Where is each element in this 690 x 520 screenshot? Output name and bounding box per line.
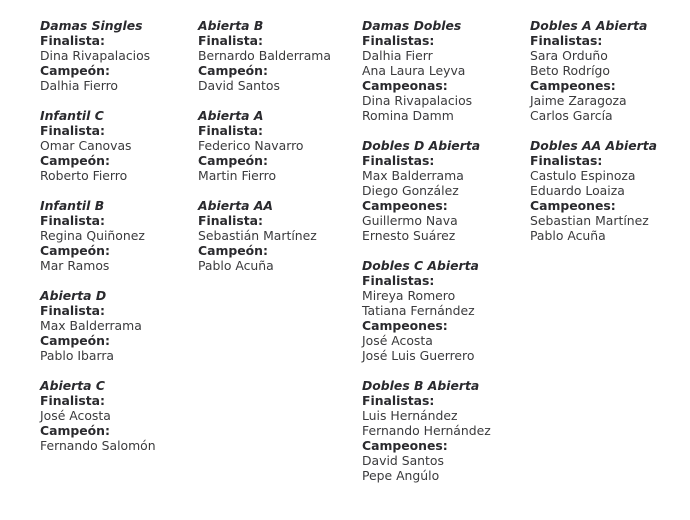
- finalist-name: Max Balderrama: [362, 168, 464, 183]
- champion-name: José Acosta: [362, 333, 433, 348]
- finalist-name: Eduardo Loaiza: [530, 183, 625, 198]
- champion-name: David Santos: [198, 78, 280, 93]
- finalist-label: Finalista:: [198, 33, 264, 48]
- champion-name: Sebastian Martínez: [530, 213, 649, 228]
- finalist-name: Diego González: [362, 183, 459, 198]
- champion-label: Campeón:: [40, 243, 110, 258]
- champion-label: Campeones:: [530, 78, 616, 93]
- finalist-label: Finalista:: [40, 33, 106, 48]
- category-title: Infantil C: [40, 108, 104, 123]
- results-column-1: [40, 18, 156, 468]
- finalist-label: Finalista:: [40, 303, 106, 318]
- category-block-infantil-b: [40, 198, 156, 273]
- finalist-name: Tatiana Fernández: [362, 303, 475, 318]
- champion-label: Campeonas:: [362, 78, 448, 93]
- category-block-dobles-aa-abierta: [530, 138, 657, 243]
- finalist-label: Finalistas:: [362, 393, 435, 408]
- finalist-name: Mireya Romero: [362, 288, 456, 303]
- finalist-label: Finalistas:: [362, 33, 435, 48]
- finalist-label: Finalista:: [198, 213, 264, 228]
- finalist-label: Finalistas:: [530, 153, 603, 168]
- category-title: Abierta C: [40, 378, 105, 393]
- finalist-name: Max Balderrama: [40, 318, 142, 333]
- category-title: Abierta D: [40, 288, 107, 303]
- category-block-abierta-aa: [198, 198, 331, 273]
- champion-name: Jaime Zaragoza: [530, 93, 627, 108]
- results-column-4: [530, 18, 657, 258]
- category-block-dobles-c-abierta: [362, 258, 491, 363]
- champion-label: Campeón:: [198, 243, 268, 258]
- category-title: Dobles AA Abierta: [530, 138, 658, 153]
- champion-label: Campeón:: [40, 63, 110, 78]
- finalist-name: Fernando Hernández: [362, 423, 491, 438]
- category-block-dobles-a-abierta: [530, 18, 657, 123]
- champion-label: Campeones:: [530, 198, 616, 213]
- category-title: Dobles B Abierta: [362, 378, 480, 393]
- finalist-name: Omar Canovas: [40, 138, 132, 153]
- finalist-name: Castulo Espinoza: [530, 168, 636, 183]
- category-block-damas-dobles: [362, 18, 491, 123]
- champion-name: Pablo Acuña: [530, 228, 606, 243]
- finalist-label: Finalista:: [40, 393, 106, 408]
- category-block-dobles-d-abierta: [362, 138, 491, 243]
- champion-name: Pablo Acuña: [198, 258, 274, 273]
- finalist-label: Finalistas:: [362, 153, 435, 168]
- finalist-label: Finalista:: [40, 123, 106, 138]
- champion-label: Campeón:: [198, 63, 268, 78]
- champion-name: David Santos: [362, 453, 444, 468]
- champion-label: Campeón:: [40, 153, 110, 168]
- champion-name: Romina Damm: [362, 108, 454, 123]
- category-title: Abierta A: [198, 108, 264, 123]
- finalist-name: Beto Rodrígo: [530, 63, 610, 78]
- champion-name: Fernando Salomón: [40, 438, 156, 453]
- finalist-name: Luis Hernández: [362, 408, 458, 423]
- finalist-name: Ana Laura Leyva: [362, 63, 466, 78]
- category-block-abierta-b: [198, 18, 331, 93]
- champion-name: Guillermo Nava: [362, 213, 458, 228]
- finalist-label: Finalistas:: [530, 33, 603, 48]
- category-title: Damas Dobles: [362, 18, 462, 33]
- category-title: Dobles A Abierta: [530, 18, 648, 33]
- champion-label: Campeones:: [362, 198, 448, 213]
- finalist-name: Sara Orduño: [530, 48, 608, 63]
- champion-label: Campeón:: [198, 153, 268, 168]
- champion-name: Mar Ramos: [40, 258, 110, 273]
- category-title: Abierta B: [198, 18, 264, 33]
- champion-label: Campeones:: [362, 318, 448, 333]
- finalist-name: José Acosta: [40, 408, 111, 423]
- champion-name: Pablo Ibarra: [40, 348, 115, 363]
- champion-name: Martin Fierro: [198, 168, 277, 183]
- champion-label: Campeones:: [362, 438, 448, 453]
- finalist-label: Finalista:: [40, 213, 106, 228]
- finalist-label: Finalista:: [198, 123, 264, 138]
- finalist-name: Regina Quiñonez: [40, 228, 145, 243]
- finalist-name: Bernardo Balderrama: [198, 48, 331, 63]
- category-title: Dobles D Abierta: [362, 138, 481, 153]
- category-title: Dobles C Abierta: [362, 258, 479, 273]
- category-block-abierta-a: [198, 108, 331, 183]
- category-title: Abierta AA: [198, 198, 273, 213]
- category-block-abierta-d: [40, 288, 156, 363]
- champion-name: Ernesto Suárez: [362, 228, 456, 243]
- champion-label: Campeón:: [40, 423, 110, 438]
- category-block-abierta-c: [40, 378, 156, 453]
- results-column-3: [362, 18, 491, 498]
- champion-name: Dina Rivapalacios: [362, 93, 473, 108]
- champion-label: Campeón:: [40, 333, 110, 348]
- champion-name: Carlos García: [530, 108, 613, 123]
- category-title: Infantil B: [40, 198, 105, 213]
- finalist-label: Finalistas:: [362, 273, 435, 288]
- finalist-name: Federico Navarro: [198, 138, 304, 153]
- finalist-name: Dina Rivapalacios: [40, 48, 151, 63]
- category-block-damas-singles: [40, 18, 156, 93]
- champion-name: Pepe Angúlo: [362, 468, 440, 483]
- category-block-dobles-b-abierta: [362, 378, 491, 483]
- finalist-name: Sebastián Martínez: [198, 228, 317, 243]
- results-column-2: [198, 18, 331, 288]
- champion-name: Roberto Fierro: [40, 168, 128, 183]
- finalist-name: Dalhia Fierr: [362, 48, 433, 63]
- category-block-infantil-c: [40, 108, 156, 183]
- champion-name: Dalhia Fierro: [40, 78, 118, 93]
- category-title: Damas Singles: [40, 18, 143, 33]
- champion-name: José Luis Guerrero: [362, 348, 475, 363]
